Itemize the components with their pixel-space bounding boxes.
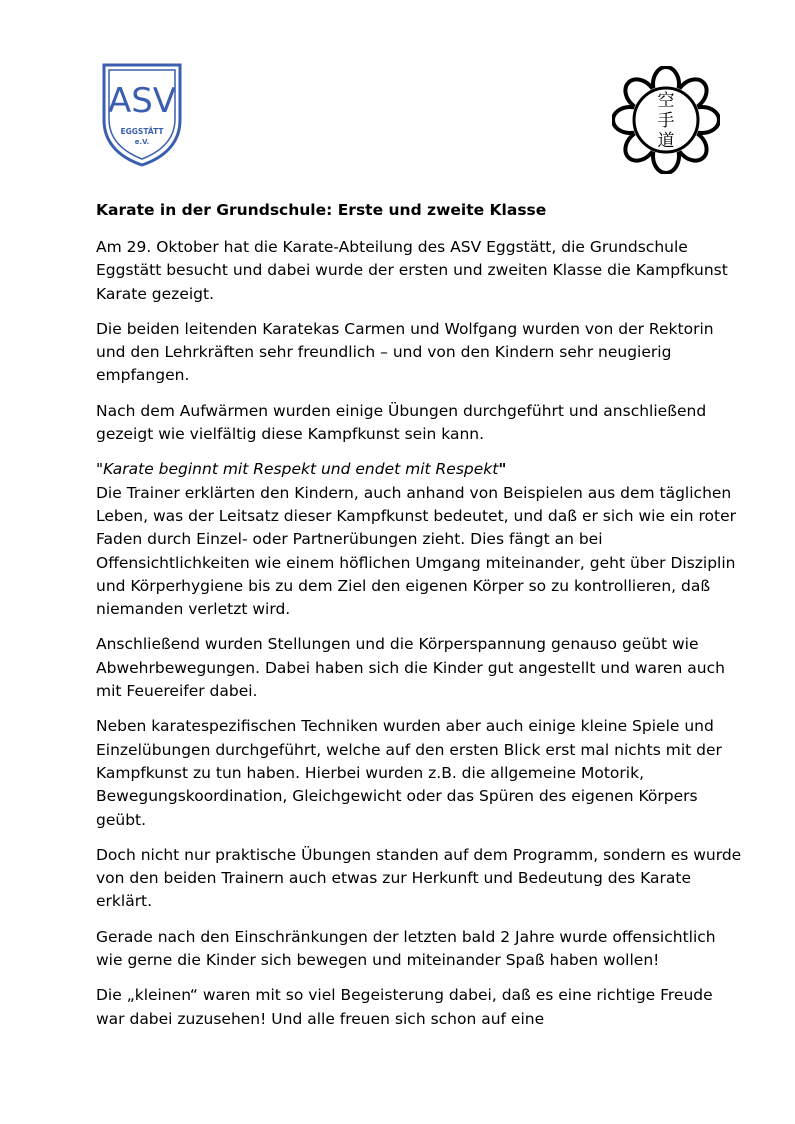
asv-logo-town: EGGSTÄTT [120, 127, 164, 136]
article [96, 198, 746, 1043]
karate-kanji-1: 空 [657, 91, 675, 111]
quote-line [96, 458, 746, 481]
paragraph-8: Gerade nach den Einschränkungen der letzten bald 2 Jahre wurde offensichtlich wie gerne die Kinder sich bewegen und miteinander Spaß haben wollen! [96, 927, 716, 970]
quote: "Karate beginnt mit Respekt und endet mit Respekt [96, 460, 499, 479]
karate-kanji-3: 道 [657, 131, 675, 151]
paragraph-6: Neben karatespezifischen Techniken wurden aber auch einige kleine Spiele und Einzelübungen durchgeführt, welche auf den ersten Blick erst mal nichts mit der Kampfkunst zu tun haben. Hierbei wurden z.B. die allgemeine Motorik, Bewegungskoordination, Gleichgewicht oder das Spüren des eigenen Körpers geübt. [96, 717, 722, 829]
paragraph-4-block [96, 458, 746, 621]
paragraph-9: Die „kleinen“ waren mit so viel Begeisterung dabei, daß es eine richtige Freude war dabei zuzusehen! Und alle freuen sich schon auf eine [96, 986, 713, 1028]
paragraph-2: Die beiden leitenden Karatekas Carmen und Wolfgang wurden von der Rektorin und den Lehrkräften sehr freundlich – und von den Kindern sehr neugierig empfangen. [96, 319, 714, 385]
paragraph-4: Die Trainer erklärten den Kindern, auch anhand von Beispielen aus dem täglichen Leben, was der Leitsatz dieser Kampfkunst bedeutet, und daß er sich wie ein roter Faden durch Einzel- oder Partnerübungen zieht. Dies fängt an bei Offensichtlichkeiten wie einem höflichen Umgang miteinander, geht über Disziplin und Körperhygiene bis zu dem Ziel den eigenen Körper so zu kontrollieren, daß niemanden verletzt wird. [96, 483, 736, 619]
paragraph-1: Am 29. Oktober hat die Karate-Abteilung des ASV Eggstätt, die Grundschule Eggstätt besucht und dabei wurde der ersten und zweiten Klasse die Kampfkunst Karate gezeigt. [96, 238, 728, 303]
karate-do-logo [612, 66, 720, 174]
quote-end: " [498, 460, 507, 479]
article-title: Karate in der Grundschule: Erste und zweite Klasse [96, 201, 547, 219]
asv-eggstaett-logo [101, 62, 183, 168]
asv-logo-text: ASV [107, 81, 177, 121]
karate-kanji-2: 手 [657, 111, 675, 131]
paragraph-3: Nach dem Aufwärmen wurden einige Übungen durchgeführt und anschließend gezeigt wie vielfältig diese Kampfkunst sein kann. [96, 401, 707, 444]
paragraph-5: Anschließend wurden Stellungen und die Körperspannung genauso geübt wie Abwehrbewegungen. Dabei haben sich die Kinder gut angestellt und waren auch mit Feuereifer dabei. [96, 635, 725, 701]
paragraph-7: Doch nicht nur praktische Übungen standen auf dem Programm, sondern es wurde von den beiden Trainern auch etwas zur Herkunft und Bedeutung des Karate erklärt. [96, 845, 742, 911]
asv-logo-ev: e.V. [134, 138, 150, 146]
